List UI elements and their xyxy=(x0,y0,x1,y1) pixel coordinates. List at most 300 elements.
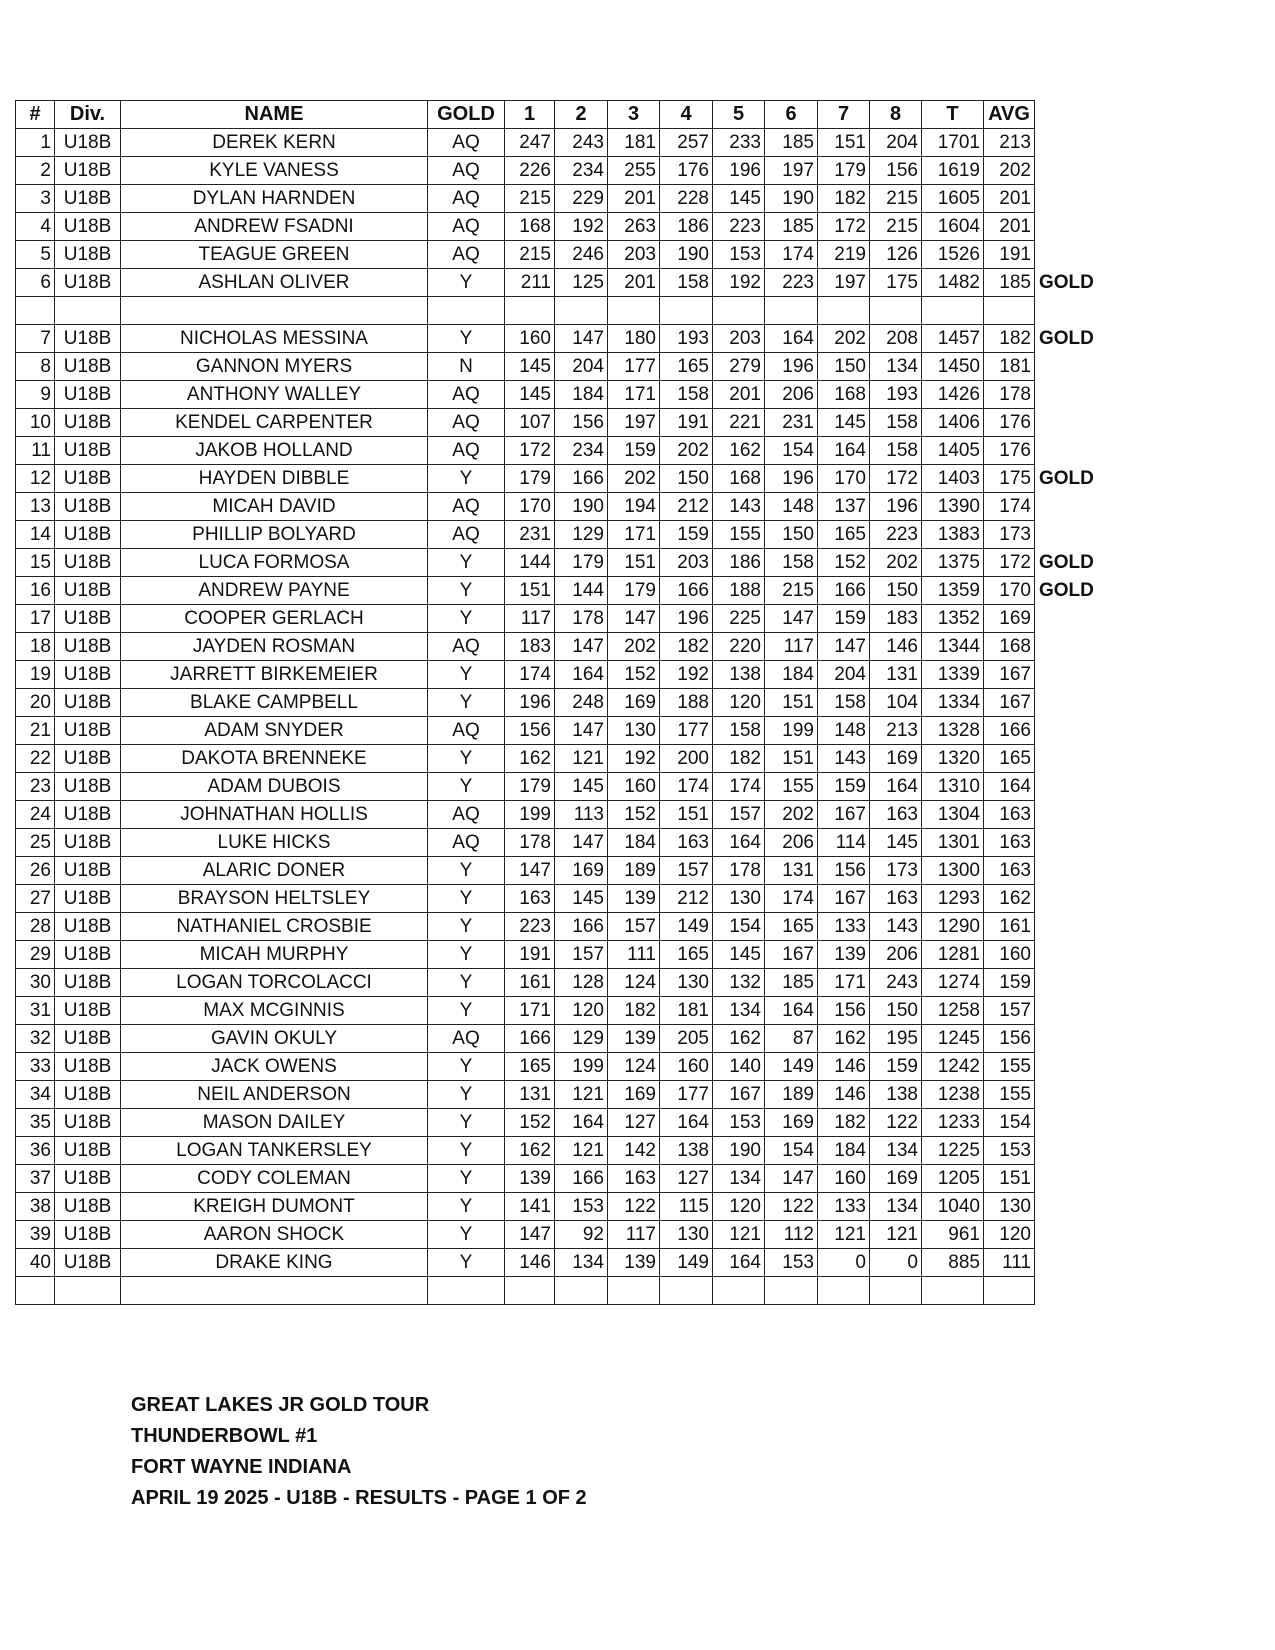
game-score-cell: 192 xyxy=(555,213,608,241)
table-row xyxy=(16,157,1098,185)
division-cell: U18B xyxy=(55,185,121,213)
game-score-cell: 163 xyxy=(505,885,555,913)
gold-status-cell: AQ xyxy=(428,157,505,185)
rank-cell: 33 xyxy=(16,1053,55,1081)
game-score-cell: 185 xyxy=(765,129,818,157)
game-score-cell: 87 xyxy=(765,1025,818,1053)
table-row xyxy=(16,885,1098,913)
gold-status-cell: AQ xyxy=(428,493,505,521)
game-score-cell: 178 xyxy=(505,829,555,857)
game-score-cell: 162 xyxy=(713,1025,765,1053)
total-cell: 1426 xyxy=(922,381,984,409)
division-cell: U18B xyxy=(55,129,121,157)
game-score-cell: 197 xyxy=(818,269,870,297)
division-cell: U18B xyxy=(55,605,121,633)
average-cell: 162 xyxy=(984,885,1035,913)
name-cell: ANDREW PAYNE xyxy=(121,577,428,605)
game-score-cell: 170 xyxy=(818,465,870,493)
game-score-cell: 190 xyxy=(555,493,608,521)
game-score-cell: 206 xyxy=(765,381,818,409)
gold-status-cell: AQ xyxy=(428,437,505,465)
gold-note-cell xyxy=(1035,661,1098,689)
game-score-cell: 201 xyxy=(608,185,660,213)
game-score-cell: 131 xyxy=(765,857,818,885)
game-score-cell: 165 xyxy=(660,353,713,381)
gold-status-cell: Y xyxy=(428,549,505,577)
game-score-cell: 165 xyxy=(765,913,818,941)
rank-cell: 21 xyxy=(16,717,55,745)
gold-note-cell xyxy=(1035,157,1098,185)
game-score-cell: 189 xyxy=(608,857,660,885)
blank-cell xyxy=(765,297,818,325)
blank-cell xyxy=(121,1277,428,1305)
game-score-cell: 150 xyxy=(660,465,713,493)
name-cell: JOHNATHAN HOLLIS xyxy=(121,801,428,829)
rank-cell: 31 xyxy=(16,997,55,1025)
game-score-cell: 169 xyxy=(765,1109,818,1137)
total-cell: 1274 xyxy=(922,969,984,997)
game-score-cell: 197 xyxy=(765,157,818,185)
table-row xyxy=(16,353,1098,381)
total-cell: 1390 xyxy=(922,493,984,521)
game-score-cell: 166 xyxy=(555,1165,608,1193)
total-cell: 1301 xyxy=(922,829,984,857)
game-score-cell: 156 xyxy=(555,409,608,437)
rank-cell: 19 xyxy=(16,661,55,689)
game-score-cell: 163 xyxy=(870,801,922,829)
rank-cell: 2 xyxy=(16,157,55,185)
game-score-cell: 150 xyxy=(818,353,870,381)
division-cell: U18B xyxy=(55,885,121,913)
name-cell: LUCA FORMOSA xyxy=(121,549,428,577)
game-score-cell: 193 xyxy=(870,381,922,409)
gold-status-cell: Y xyxy=(428,997,505,1025)
game-score-cell: 148 xyxy=(818,717,870,745)
total-cell: 1405 xyxy=(922,437,984,465)
blank-cell xyxy=(428,1277,505,1305)
rank-cell: 36 xyxy=(16,1137,55,1165)
game-score-cell: 156 xyxy=(505,717,555,745)
game-score-cell: 158 xyxy=(870,437,922,465)
header-game-1: 1 xyxy=(505,101,555,129)
game-score-cell: 158 xyxy=(870,409,922,437)
gold-note-cell xyxy=(1035,1109,1098,1137)
blank-cell xyxy=(984,1277,1035,1305)
table-row xyxy=(16,269,1098,297)
division-cell: U18B xyxy=(55,941,121,969)
game-score-cell: 145 xyxy=(555,885,608,913)
gold-note-cell xyxy=(1035,297,1098,325)
gold-note-cell xyxy=(1035,773,1098,801)
game-score-cell: 164 xyxy=(660,1109,713,1137)
game-score-cell: 228 xyxy=(660,185,713,213)
gold-status-cell: Y xyxy=(428,1165,505,1193)
gold-note-cell xyxy=(1035,689,1098,717)
division-cell: U18B xyxy=(55,857,121,885)
event-location: FORT WAYNE INDIANA xyxy=(131,1456,352,1478)
division-cell: U18B xyxy=(55,829,121,857)
rank-cell: 11 xyxy=(16,437,55,465)
game-score-cell: 169 xyxy=(608,689,660,717)
game-score-cell: 155 xyxy=(713,521,765,549)
game-score-cell: 184 xyxy=(555,381,608,409)
game-score-cell: 140 xyxy=(713,1053,765,1081)
game-score-cell: 147 xyxy=(555,633,608,661)
game-score-cell: 134 xyxy=(713,997,765,1025)
game-score-cell: 152 xyxy=(818,549,870,577)
blank-cell xyxy=(660,1277,713,1305)
average-cell: 165 xyxy=(984,745,1035,773)
gold-note-cell xyxy=(1035,381,1098,409)
game-score-cell: 204 xyxy=(818,661,870,689)
game-score-cell: 138 xyxy=(660,1137,713,1165)
average-cell: 170 xyxy=(984,577,1035,605)
average-cell: 155 xyxy=(984,1053,1035,1081)
average-cell: 181 xyxy=(984,353,1035,381)
game-score-cell: 158 xyxy=(765,549,818,577)
game-score-cell: 279 xyxy=(713,353,765,381)
game-score-cell: 255 xyxy=(608,157,660,185)
game-score-cell: 151 xyxy=(505,577,555,605)
game-score-cell: 143 xyxy=(713,493,765,521)
gold-status-cell: Y xyxy=(428,325,505,353)
game-score-cell: 166 xyxy=(660,577,713,605)
gold-status-cell: AQ xyxy=(428,213,505,241)
table-row xyxy=(16,717,1098,745)
table-row xyxy=(16,941,1098,969)
average-cell: 111 xyxy=(984,1249,1035,1277)
game-score-cell: 133 xyxy=(818,913,870,941)
game-score-cell: 162 xyxy=(505,1137,555,1165)
game-score-cell: 201 xyxy=(713,381,765,409)
game-score-cell: 167 xyxy=(713,1081,765,1109)
gold-note-cell xyxy=(1035,1081,1098,1109)
game-score-cell: 151 xyxy=(765,745,818,773)
game-score-cell: 166 xyxy=(555,913,608,941)
blank-cell xyxy=(922,1277,984,1305)
total-cell: 1457 xyxy=(922,325,984,353)
game-score-cell: 202 xyxy=(870,549,922,577)
rank-cell: 20 xyxy=(16,689,55,717)
game-score-cell: 186 xyxy=(660,213,713,241)
table-row xyxy=(16,913,1098,941)
total-cell: 1334 xyxy=(922,689,984,717)
game-score-cell: 145 xyxy=(713,185,765,213)
name-cell: BRAYSON HELTSLEY xyxy=(121,885,428,913)
average-cell: 178 xyxy=(984,381,1035,409)
table-row xyxy=(16,185,1098,213)
name-cell: GAVIN OKULY xyxy=(121,1025,428,1053)
game-score-cell: 149 xyxy=(660,1249,713,1277)
blank-cell xyxy=(505,1277,555,1305)
header-total: T xyxy=(922,101,984,129)
gold-status-cell: Y xyxy=(428,1137,505,1165)
game-score-cell: 125 xyxy=(555,269,608,297)
results-body xyxy=(16,129,1098,1305)
average-cell: 169 xyxy=(984,605,1035,633)
game-score-cell: 188 xyxy=(713,577,765,605)
table-row xyxy=(16,773,1098,801)
game-score-cell: 122 xyxy=(870,1109,922,1137)
average-cell: 175 xyxy=(984,465,1035,493)
game-score-cell: 202 xyxy=(765,801,818,829)
blank-cell xyxy=(818,1277,870,1305)
game-score-cell: 153 xyxy=(765,1249,818,1277)
game-score-cell: 184 xyxy=(765,661,818,689)
average-cell: 166 xyxy=(984,717,1035,745)
game-score-cell: 158 xyxy=(660,269,713,297)
game-score-cell: 206 xyxy=(870,941,922,969)
total-cell: 1238 xyxy=(922,1081,984,1109)
game-score-cell: 183 xyxy=(505,633,555,661)
name-cell: ANDREW FSADNI xyxy=(121,213,428,241)
gold-note-cell xyxy=(1035,1137,1098,1165)
game-score-cell: 159 xyxy=(608,437,660,465)
division-cell: U18B xyxy=(55,353,121,381)
total-cell: 1233 xyxy=(922,1109,984,1137)
game-score-cell: 212 xyxy=(660,493,713,521)
header-row xyxy=(16,101,1098,129)
game-score-cell: 223 xyxy=(765,269,818,297)
average-cell: 167 xyxy=(984,689,1035,717)
table-row xyxy=(16,1025,1098,1053)
division-cell: U18B xyxy=(55,325,121,353)
average-cell: 151 xyxy=(984,1165,1035,1193)
total-cell: 1701 xyxy=(922,129,984,157)
game-score-cell: 196 xyxy=(765,465,818,493)
gold-status-cell: Y xyxy=(428,857,505,885)
blank-row xyxy=(16,297,1098,325)
game-score-cell: 131 xyxy=(870,661,922,689)
name-cell: PHILLIP BOLYARD xyxy=(121,521,428,549)
gold-note-cell xyxy=(1035,1025,1098,1053)
blank-cell xyxy=(984,297,1035,325)
gold-status-cell: Y xyxy=(428,1053,505,1081)
name-cell: AARON SHOCK xyxy=(121,1221,428,1249)
blank-cell xyxy=(660,297,713,325)
game-score-cell: 121 xyxy=(555,745,608,773)
average-cell: 201 xyxy=(984,213,1035,241)
game-score-cell: 158 xyxy=(818,689,870,717)
game-score-cell: 165 xyxy=(660,941,713,969)
game-score-cell: 147 xyxy=(505,1221,555,1249)
blank-cell xyxy=(765,1277,818,1305)
header-division: Div. xyxy=(55,101,121,129)
game-score-cell: 184 xyxy=(608,829,660,857)
table-row xyxy=(16,129,1098,157)
game-score-cell: 191 xyxy=(660,409,713,437)
total-cell: 1281 xyxy=(922,941,984,969)
name-cell: ASHLAN OLIVER xyxy=(121,269,428,297)
gold-status-cell: Y xyxy=(428,605,505,633)
header-game-4: 4 xyxy=(660,101,713,129)
game-score-cell: 162 xyxy=(713,437,765,465)
game-score-cell: 147 xyxy=(555,717,608,745)
game-score-cell: 144 xyxy=(555,577,608,605)
game-score-cell: 158 xyxy=(660,381,713,409)
total-cell: 1605 xyxy=(922,185,984,213)
game-score-cell: 163 xyxy=(660,829,713,857)
total-cell: 1242 xyxy=(922,1053,984,1081)
footer-info xyxy=(131,1390,587,1514)
game-score-cell: 203 xyxy=(608,241,660,269)
game-score-cell: 130 xyxy=(660,1221,713,1249)
game-score-cell: 146 xyxy=(505,1249,555,1277)
blank-cell xyxy=(555,1277,608,1305)
game-score-cell: 121 xyxy=(713,1221,765,1249)
rank-cell: 34 xyxy=(16,1081,55,1109)
total-cell: 1406 xyxy=(922,409,984,437)
division-cell: U18B xyxy=(55,241,121,269)
game-score-cell: 157 xyxy=(713,801,765,829)
game-score-cell: 163 xyxy=(608,1165,660,1193)
game-score-cell: 215 xyxy=(505,185,555,213)
gold-note-cell xyxy=(1035,1221,1098,1249)
name-cell: DEREK KERN xyxy=(121,129,428,157)
total-cell: 1344 xyxy=(922,633,984,661)
game-score-cell: 231 xyxy=(505,521,555,549)
game-score-cell: 171 xyxy=(818,969,870,997)
division-cell: U18B xyxy=(55,689,121,717)
game-score-cell: 196 xyxy=(660,605,713,633)
gold-note-cell xyxy=(1035,1193,1098,1221)
game-score-cell: 215 xyxy=(870,213,922,241)
name-cell: DAKOTA BRENNEKE xyxy=(121,745,428,773)
game-score-cell: 185 xyxy=(765,969,818,997)
header-spacer xyxy=(1035,101,1098,129)
total-cell: 1328 xyxy=(922,717,984,745)
game-score-cell: 139 xyxy=(818,941,870,969)
game-score-cell: 231 xyxy=(765,409,818,437)
game-score-cell: 113 xyxy=(555,801,608,829)
game-score-cell: 177 xyxy=(608,353,660,381)
game-score-cell: 185 xyxy=(765,213,818,241)
game-score-cell: 129 xyxy=(555,1025,608,1053)
total-cell: 885 xyxy=(922,1249,984,1277)
total-cell: 1352 xyxy=(922,605,984,633)
table-row xyxy=(16,969,1098,997)
average-cell: 213 xyxy=(984,129,1035,157)
game-score-cell: 164 xyxy=(713,1249,765,1277)
game-score-cell: 162 xyxy=(818,1025,870,1053)
total-cell: 1450 xyxy=(922,353,984,381)
name-cell: TEAGUE GREEN xyxy=(121,241,428,269)
average-cell: 160 xyxy=(984,941,1035,969)
game-score-cell: 157 xyxy=(555,941,608,969)
game-score-cell: 150 xyxy=(870,997,922,1025)
game-score-cell: 127 xyxy=(660,1165,713,1193)
game-score-cell: 206 xyxy=(765,829,818,857)
game-score-cell: 229 xyxy=(555,185,608,213)
game-score-cell: 156 xyxy=(818,997,870,1025)
game-score-cell: 190 xyxy=(765,185,818,213)
name-cell: ALARIC DONER xyxy=(121,857,428,885)
game-score-cell: 130 xyxy=(608,717,660,745)
name-cell: KENDEL CARPENTER xyxy=(121,409,428,437)
game-score-cell: 163 xyxy=(870,885,922,913)
game-score-cell: 178 xyxy=(555,605,608,633)
gold-status-cell: AQ xyxy=(428,717,505,745)
game-score-cell: 183 xyxy=(870,605,922,633)
name-cell: KREIGH DUMONT xyxy=(121,1193,428,1221)
gold-note-cell xyxy=(1035,409,1098,437)
rank-cell: 7 xyxy=(16,325,55,353)
gold-status-cell: Y xyxy=(428,1249,505,1277)
gold-note-cell: GOLD xyxy=(1039,467,1094,489)
name-cell: KYLE VANESS xyxy=(121,157,428,185)
table-row xyxy=(16,1165,1098,1193)
rank-cell: 4 xyxy=(16,213,55,241)
name-cell: DYLAN HARNDEN xyxy=(121,185,428,213)
average-cell: 164 xyxy=(984,773,1035,801)
game-score-cell: 117 xyxy=(765,633,818,661)
table-row xyxy=(16,745,1098,773)
game-score-cell: 221 xyxy=(713,409,765,437)
rank-cell: 29 xyxy=(16,941,55,969)
game-score-cell: 171 xyxy=(608,521,660,549)
game-score-cell: 248 xyxy=(555,689,608,717)
table-row xyxy=(16,549,1098,577)
gold-note-cell xyxy=(1035,857,1098,885)
game-score-cell: 182 xyxy=(713,745,765,773)
game-score-cell: 130 xyxy=(713,885,765,913)
total-cell: 1604 xyxy=(922,213,984,241)
table-row xyxy=(16,801,1098,829)
name-cell: NICHOLAS MESSINA xyxy=(121,325,428,353)
total-cell: 1482 xyxy=(922,269,984,297)
gold-status-cell: Y xyxy=(428,969,505,997)
blank-row xyxy=(16,1277,1098,1305)
game-score-cell: 171 xyxy=(505,997,555,1025)
table-row xyxy=(16,437,1098,465)
game-score-cell: 159 xyxy=(818,605,870,633)
division-cell: U18B xyxy=(55,1165,121,1193)
game-score-cell: 134 xyxy=(870,353,922,381)
division-cell: U18B xyxy=(55,1109,121,1137)
game-score-cell: 196 xyxy=(765,353,818,381)
gold-note-cell xyxy=(1035,521,1098,549)
game-score-cell: 147 xyxy=(818,633,870,661)
blank-cell xyxy=(428,297,505,325)
division-cell: U18B xyxy=(55,773,121,801)
game-score-cell: 160 xyxy=(818,1165,870,1193)
name-cell: ANTHONY WALLEY xyxy=(121,381,428,409)
average-cell: 155 xyxy=(984,1081,1035,1109)
table-row xyxy=(16,577,1098,605)
blank-cell xyxy=(818,297,870,325)
rank-cell: 9 xyxy=(16,381,55,409)
blank-cell xyxy=(555,297,608,325)
division-cell: U18B xyxy=(55,1053,121,1081)
game-score-cell: 147 xyxy=(608,605,660,633)
total-cell: 1205 xyxy=(922,1165,984,1193)
game-score-cell: 145 xyxy=(870,829,922,857)
game-score-cell: 159 xyxy=(660,521,713,549)
game-score-cell: 128 xyxy=(555,969,608,997)
game-score-cell: 154 xyxy=(713,913,765,941)
rank-cell: 40 xyxy=(16,1249,55,1277)
game-score-cell: 176 xyxy=(660,157,713,185)
average-cell: 163 xyxy=(984,829,1035,857)
gold-note-cell xyxy=(1035,241,1098,269)
game-score-cell: 154 xyxy=(765,437,818,465)
game-score-cell: 179 xyxy=(505,773,555,801)
game-score-cell: 145 xyxy=(713,941,765,969)
game-score-cell: 205 xyxy=(660,1025,713,1053)
game-score-cell: 203 xyxy=(713,325,765,353)
gold-note-cell xyxy=(1035,353,1098,381)
division-cell: U18B xyxy=(55,633,121,661)
